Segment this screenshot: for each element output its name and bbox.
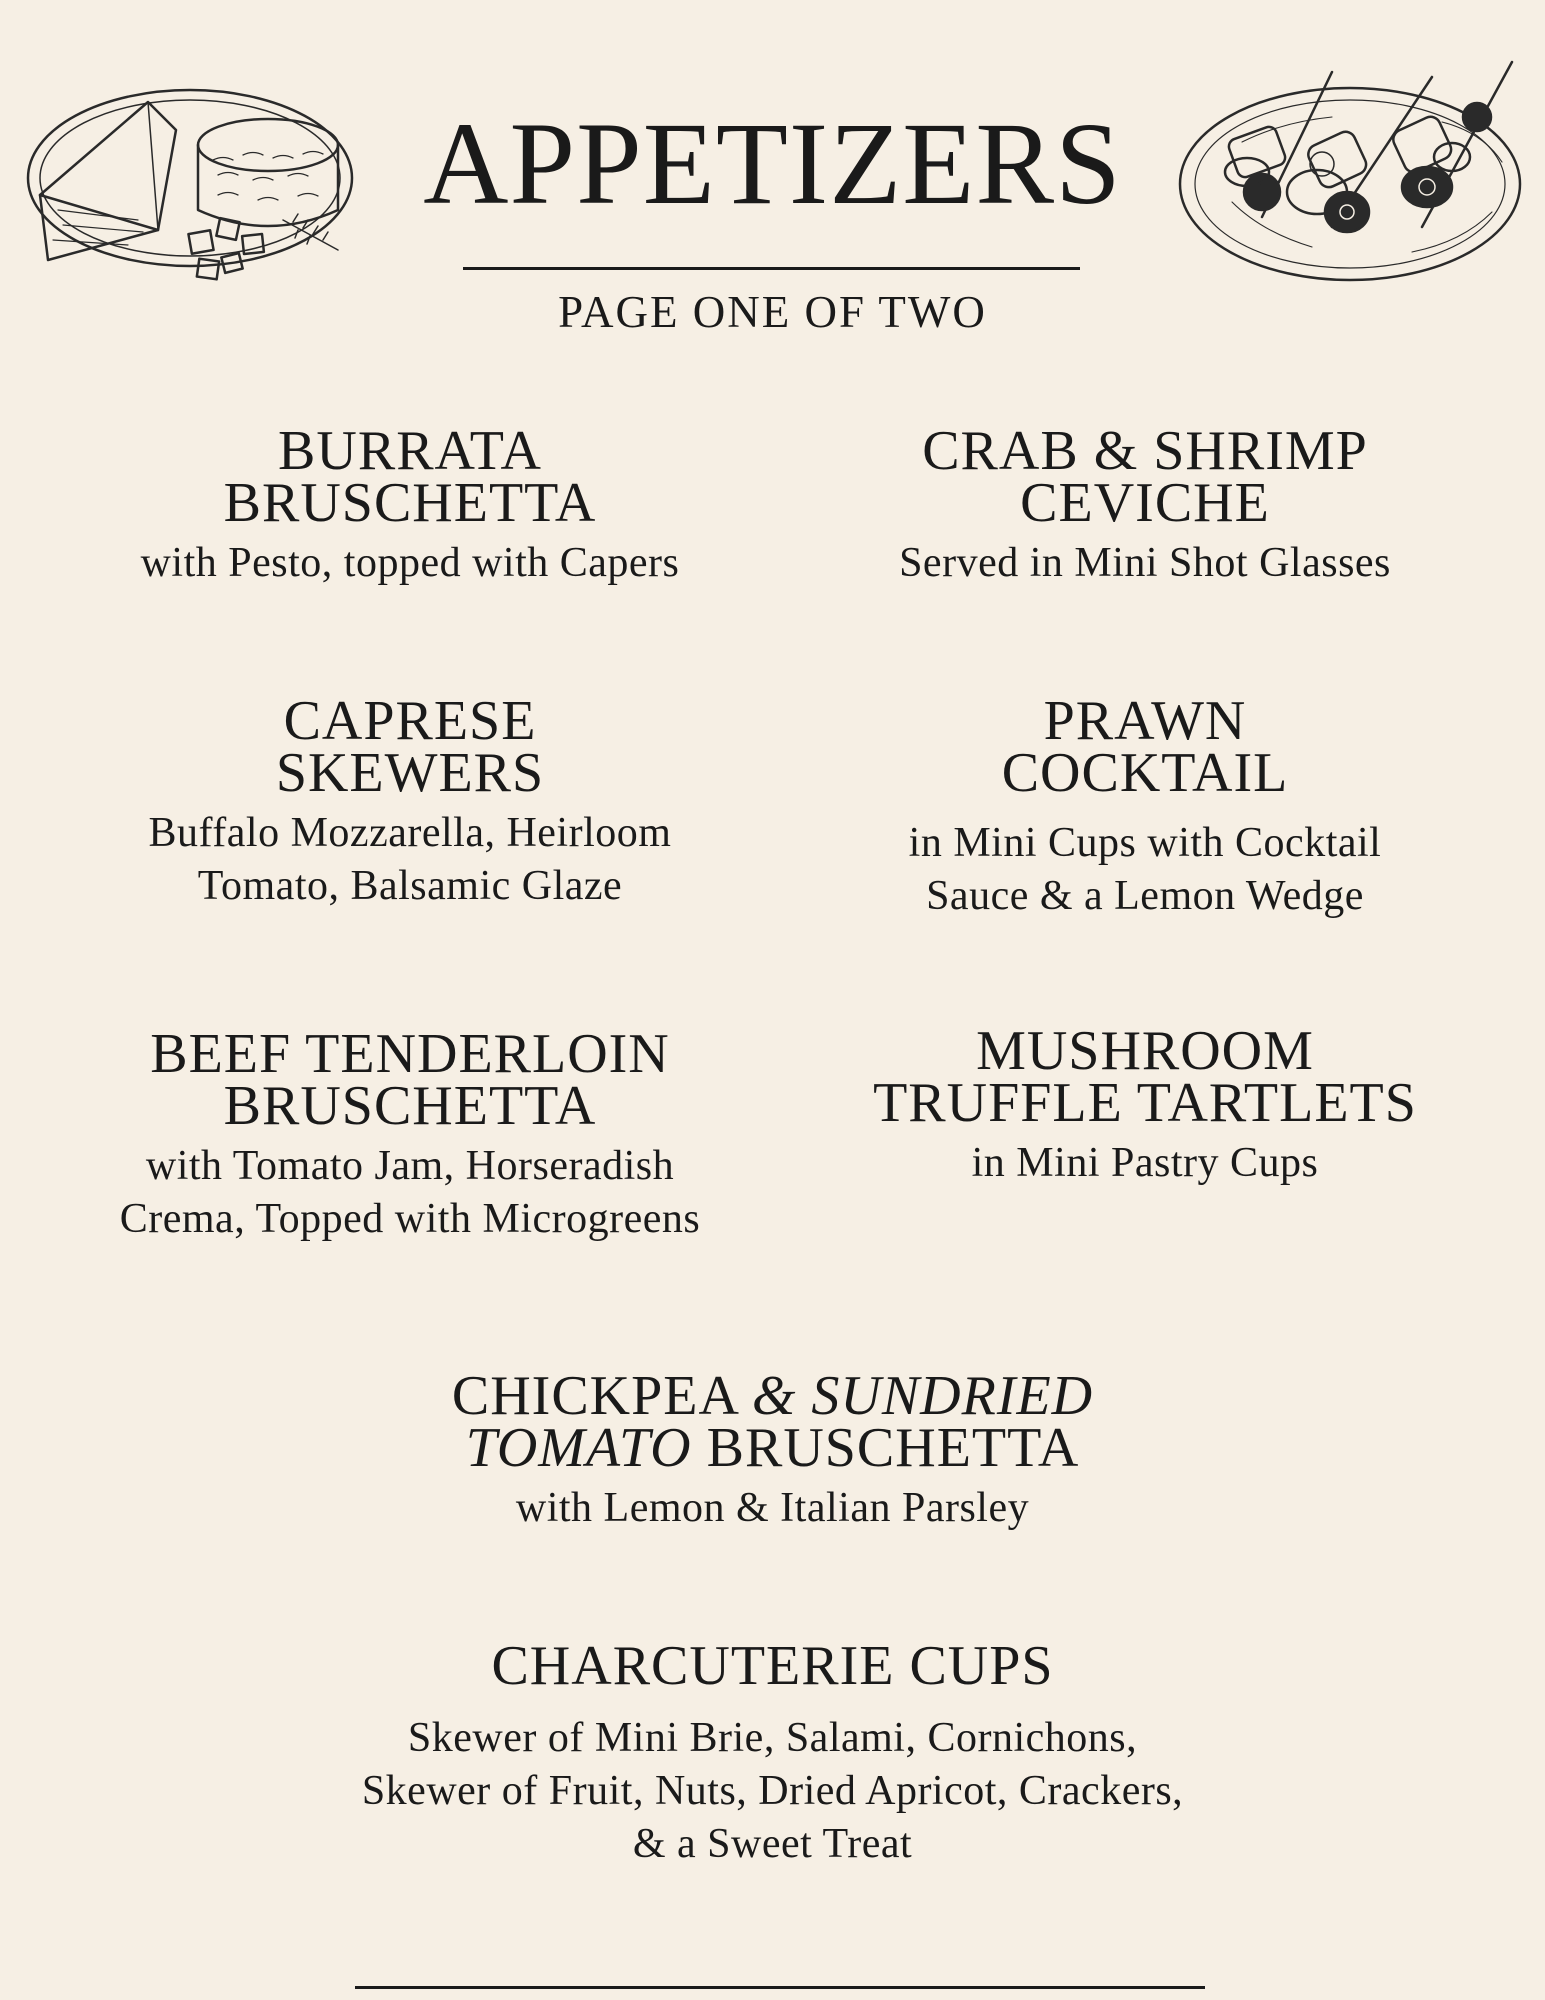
item-name-line: BEEF TENDERLOIN [150,1023,670,1085]
item-name-ampersand: & [751,1365,797,1427]
item-name [10,420,810,534]
item-name [0,1365,1545,1479]
item-name-line: BRUSCHETTA [223,472,597,534]
item-name [0,1635,1545,1697]
item-name-line: CEVICHE [1020,472,1270,534]
menu-item-prawn-cocktail [745,690,1545,923]
item-description-line: with Lemon & Italian Parsley [515,1485,1030,1531]
item-name-line: SKEWERS [275,742,545,804]
item-name-line [0,1365,1545,1427]
title-divider [463,267,1080,270]
menu-item-crab-shrimp-ceviche [745,420,1545,590]
item-name-line: CAPRESE [283,690,537,752]
page-subtitle: PAGE ONE OF TWO [558,287,987,337]
item-description-line: Buffalo Mozzarella, Heirloom [148,810,672,856]
item-description-line: in Mini Pastry Cups [971,1140,1319,1186]
item-description [745,817,1545,923]
item-name [10,690,810,804]
item-description [0,1712,1545,1871]
menu-item-burrata-bruschetta [10,420,810,590]
menu-item-beef-tenderloin-bruschetta [10,1023,810,1246]
menu-item-charcuterie-cups [0,1635,1545,1871]
item-description [10,807,810,913]
item-name-line: BURRATA [278,420,542,482]
item-description [745,537,1545,590]
item-name [745,690,1545,804]
page-title: APPETIZERS [423,98,1122,229]
footer-divider [355,1986,1205,1989]
item-description-line: Tomato, Balsamic Glaze [197,863,623,909]
item-description-line: & a Sweet Treat [632,1821,913,1867]
item-description [745,1137,1545,1190]
item-description-line: Sauce & a Lemon Wedge [926,873,1364,919]
item-description-line: Skewer of Mini Brie, Salami, Cornichons, [407,1715,1138,1761]
menu-item-caprese-skewers [10,690,810,913]
item-name-line: BRUSCHETTA [223,1075,597,1137]
item-description-line: Served in Mini Shot Glasses [899,540,1391,586]
item-name-line: CRAB & SHRIMP [922,420,1368,482]
item-description-line: in Mini Cups with Cocktail [908,820,1382,866]
item-description [10,1140,810,1246]
item-description [0,1482,1545,1535]
item-name-part: SUNDRIED [796,1365,1094,1427]
item-description-line: with Tomato Jam, Horseradish [145,1143,675,1189]
item-name-part: CHICKPEA [451,1365,752,1427]
item-name [745,1020,1545,1134]
item-description [10,537,810,590]
menu-item-mushroom-truffle-tartlets [745,1020,1545,1190]
item-name-line: COCKTAIL [1001,742,1289,804]
item-name-part: BRUSCHETTA [691,1417,1080,1479]
item-name [10,1023,810,1137]
item-name-line: MUSHROOM [976,1020,1314,1082]
item-description-line: with Pesto, topped with Capers [140,540,680,586]
item-name-line: PRAWN [1043,690,1247,752]
item-name-line: CHARCUTERIE CUPS [491,1635,1054,1697]
menu-item-chickpea-sundried-tomato-bruschetta [0,1365,1545,1535]
item-name-part: TOMATO [465,1417,692,1479]
item-name-line: TRUFFLE TARTLETS [873,1072,1417,1134]
item-name-line [0,1417,1545,1479]
item-name [745,420,1545,534]
item-description-line: Crema, Topped with Microgreens [119,1196,701,1242]
item-description-line: Skewer of Fruit, Nuts, Dried Apricot, Crackers, [361,1768,1184,1814]
